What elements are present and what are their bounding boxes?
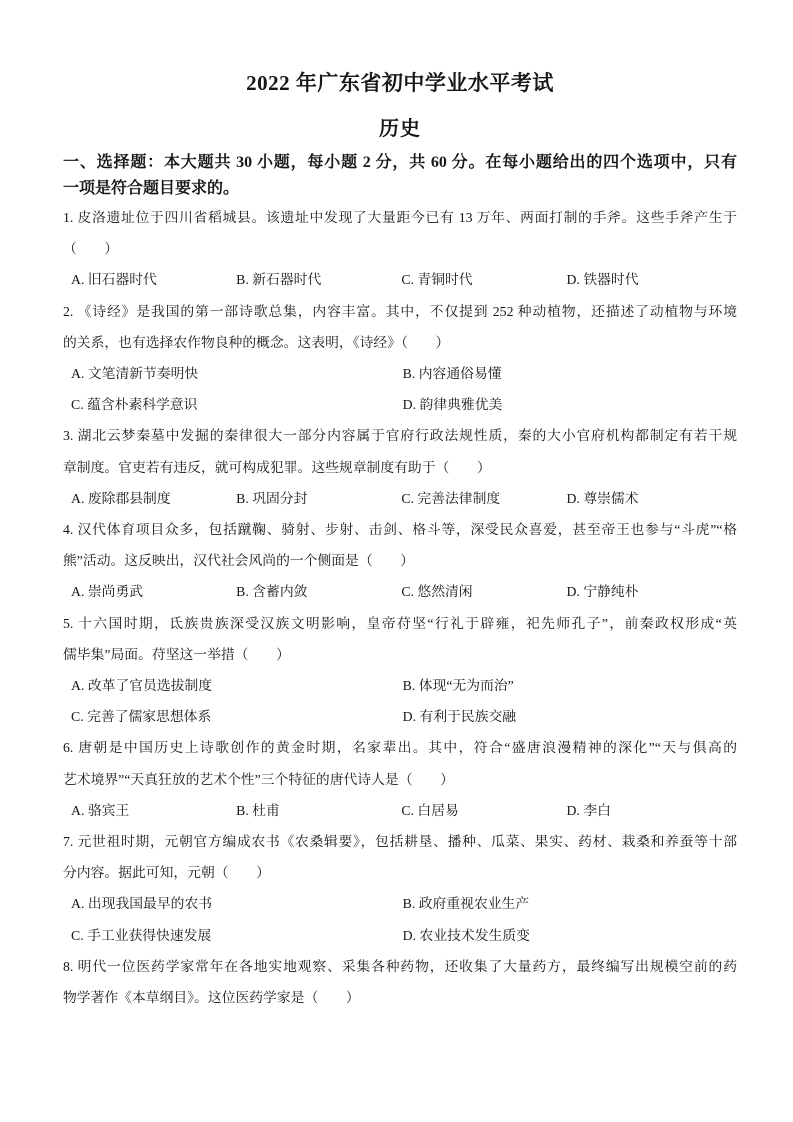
question-2: [63, 296, 737, 421]
question-4-option-a: A. 崇尚勇武: [71, 584, 144, 600]
question-7-options-row-2: [63, 920, 737, 951]
question-6-options: [63, 795, 737, 826]
question-4-line-2: 熊”活动。这反映出，汉代社会风尚的一个侧面是（ ）: [63, 553, 415, 569]
question-4-options: [63, 576, 737, 607]
question-2-option-b: B. 内容通俗易懂: [402, 366, 502, 382]
question-3-option-b: B. 巩固分封: [236, 490, 308, 506]
question-7-options-row-1: [63, 888, 737, 919]
question-1-option-d: D. 铁器时代: [566, 272, 639, 288]
question-2-line-1: 2. 《诗经》是我国的第一部诗歌总集，内容丰富。其中，不仅提到 252 种动植物，还描述了动植物与环境: [63, 303, 737, 319]
question-7: [63, 826, 737, 951]
question-3-option-a: A. 废除郡县制度: [71, 490, 171, 506]
question-3-option-d: D. 尊崇儒术: [566, 490, 639, 506]
question-3-line-2: 章制度。官吏若有违反，就可构成犯罪。这些规章制度有助于（ ）: [63, 459, 491, 475]
question-1-option-b: B. 新石器时代: [236, 272, 322, 288]
question-1-option-c: C. 青铜时代: [401, 272, 473, 288]
question-8-line-2: 物学著作《本草纲目》。这位医药学家是（ ）: [63, 990, 360, 1006]
question-2-option-a: A. 文笔清新节奏明快: [71, 366, 199, 382]
question-4: [63, 514, 737, 608]
question-8: [63, 951, 737, 1013]
section-instructions-line-2: 一项是符合题目要求的。: [63, 180, 240, 197]
subject-title: 历史: [379, 118, 421, 140]
question-7-option-b: B. 政府重视农业生产: [402, 896, 530, 912]
question-2-option-d: D. 韵律典雅优美: [402, 397, 503, 413]
question-4-option-c: C. 悠然清闲: [401, 584, 473, 600]
question-7-option-a: A. 出现我国最早的农书: [71, 896, 213, 912]
question-3-options: [63, 483, 737, 514]
question-6: [63, 732, 737, 826]
question-7-line-2: 分内容。据此可知，元朝（ ）: [63, 865, 270, 881]
question-7-line-1: 7. 元世祖时期，元朝官方编成农书《农桑辑要》，包括耕垦、播种、瓜菜、果实、药材、栽桑和养蚕等十部: [63, 834, 737, 850]
question-2-options-row-2: [63, 389, 737, 420]
question-6-option-b: B. 杜甫: [236, 802, 280, 818]
question-3-option-c: C. 完善法律制度: [401, 490, 501, 506]
question-1-option-a: A. 旧石器时代: [71, 272, 157, 288]
question-4-line-1: 4. 汉代体育项目众多，包括蹴鞠、骑射、步射、击剑、格斗等，深受民众喜爱，甚至帝王也参与“斗虎”“格: [63, 522, 737, 538]
question-6-line-1: 6. 唐朝是中国历史上诗歌创作的黄金时期，名家辈出。其中，符合“盛唐浪漫精神的深化”“天与俱高的: [63, 740, 737, 756]
question-5-options-row-2: [63, 701, 737, 732]
question-5: [63, 608, 737, 733]
page-title: 2022 年广东省初中学业水平考试: [246, 71, 554, 95]
question-5-option-a: A. 改革了官员选拔制度: [71, 678, 213, 694]
question-3: [63, 420, 737, 514]
question-1-bracket-line: （ ）: [63, 241, 119, 257]
question-1: [63, 202, 737, 296]
section-instructions: [63, 150, 737, 202]
question-5-option-d: D. 有利于民族交融: [402, 709, 517, 725]
question-4-option-d: D. 宁静纯朴: [566, 584, 639, 600]
question-2-option-c: C. 蕴含朴素科学意识: [71, 397, 198, 413]
question-3-line-1: 3. 湖北云梦秦墓中发掘的秦律很大一部分内容属于官府行政法规性质，秦的大小官府机构都制定有若干规: [63, 428, 737, 444]
question-list: [63, 202, 737, 1013]
question-2-line-2: 的关系，也有选择农作物良种的概念。这表明，《诗经》（ ）: [63, 334, 450, 350]
question-1-options: [63, 264, 737, 295]
question-2-options-row-1: [63, 358, 737, 389]
question-5-option-b: B. 体现“无为而治”: [402, 678, 514, 694]
question-6-option-a: A. 骆宾王: [71, 802, 130, 818]
question-1-line-1: 1. 皮洛遗址位于四川省稻城县。该遗址中发现了大量距今已有 13 万年、两面打制的手斧。这些手斧产生于: [63, 210, 737, 225]
question-5-option-c: C. 完善了儒家思想体系: [71, 709, 212, 725]
question-4-option-b: B. 含蓄内敛: [236, 584, 308, 600]
question-6-line-2: 艺术境界”“天真狂放的艺术个性”三个特征的唐代诗人是（ ）: [63, 771, 454, 787]
section-instructions-line-1: 一、选择题：本大题共 30 小题，每小题 2 分，共 60 分。在每小题给出的四个选项中，只有: [63, 154, 737, 171]
question-5-line-2: 儒毕集”局面。苻坚这一举措（ ）: [63, 646, 290, 662]
question-6-option-d: D. 李白: [566, 802, 611, 818]
question-8-line-1: 8. 明代一位医药学家常年在各地实地观察、采集各种药物，还收集了大量药方，最终编写出规模空前的药: [63, 958, 737, 974]
question-5-line-1: 5. 十六国时期，氐族贵族深受汉族文明影响，皇帝苻坚“行礼于辟雍，祀先师孔子”，前秦政权形成“英: [63, 615, 737, 631]
question-7-option-c: C. 手工业获得快速发展: [71, 927, 212, 943]
question-7-option-d: D. 农业技术发生质变: [402, 927, 530, 943]
question-5-options-row-1: [63, 670, 737, 701]
question-6-option-c: C. 白居易: [401, 802, 459, 818]
